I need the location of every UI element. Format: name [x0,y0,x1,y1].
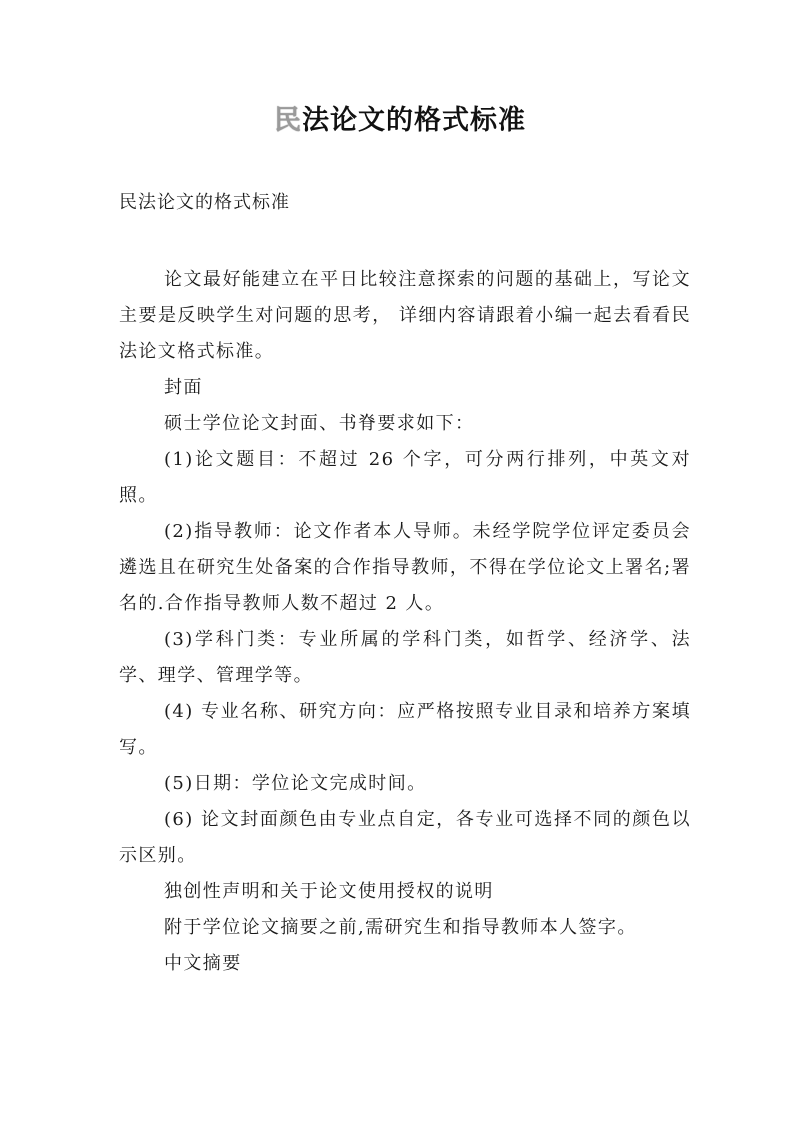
paragraph-item-5: (5)日期：学位论文完成时间。 [164,773,427,794]
title-first-char: 民 [274,105,302,136]
paragraph-item-6: (6) 论文封面颜色由专业点自定，各专业可选择不同的颜色以示区别。 [119,809,691,866]
page-title [0,98,800,137]
paragraph-intro: 论文最好能建立在平日比较注意探索的问题的基础上，写论文主要是反映学生对问题的思考， 详细内容请跟着小编一起去看看民法论文格式标准。 [119,269,691,362]
paragraph-item-1: (1)论文题目：不超过 26 个字，可分两行排列，中英文对照。 [119,449,691,506]
paragraph-abstract-heading: 中文摘要 [164,953,242,974]
document-subtitle: 民法论文的格式标准 [119,192,290,213]
paragraph-cover-requirements: 硕士学位论文封面、书脊要求如下： [164,413,475,434]
paragraph-declaration-heading: 独创性声明和关于论文使用授权的说明 [164,881,494,902]
paragraph-declaration-text: 附于学位论文摘要之前,需研究生和指导教师本人签字。 [164,917,637,938]
paragraph-cover-heading: 封面 [164,377,203,398]
paragraph-item-4: (4) 专业名称、研究方向：应严格按照专业目录和培养方案填写。 [119,701,691,758]
title-rest: 法论文的格式标准 [302,105,526,136]
paragraph-item-3: (3)学科门类：专业所属的学科门类，如哲学、经济学、法学、理学、管理学等。 [119,629,691,686]
document-body [119,262,691,982]
paragraph-item-2: (2)指导教师：论文作者本人导师。未经学院学位评定委员会遴选且在研究生处备案的合作指导教师，不得在学位论文上署名;署名的.合作指导教师人数不超过 2 人。 [119,521,691,614]
